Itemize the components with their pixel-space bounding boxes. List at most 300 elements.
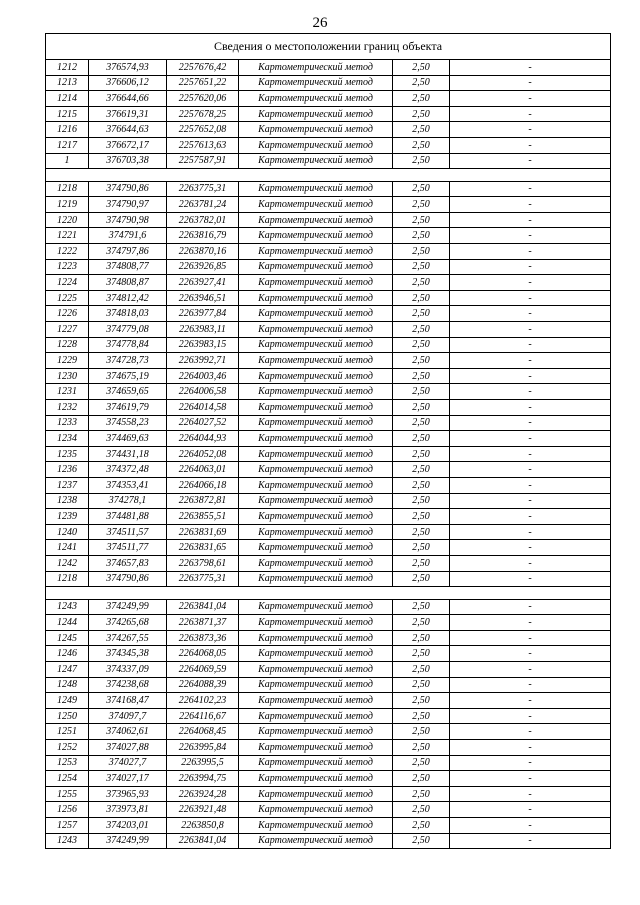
accuracy-cell: 2,50 xyxy=(393,661,450,677)
x-coordinate-cell: 374027,88 xyxy=(89,739,167,755)
description-cell: - xyxy=(450,755,611,771)
point-number-cell: 1256 xyxy=(46,802,89,818)
table-row xyxy=(46,91,611,107)
table-row xyxy=(46,290,611,306)
accuracy-cell: 2,50 xyxy=(393,524,450,540)
point-number-cell: 1238 xyxy=(46,493,89,509)
y-coordinate-cell: 2264066,18 xyxy=(167,477,239,493)
point-number-cell: 1218 xyxy=(46,571,89,587)
accuracy-cell: 2,50 xyxy=(393,571,450,587)
method-cell: Картометрический метод xyxy=(239,259,393,275)
method-cell: Картометрический метод xyxy=(239,524,393,540)
point-number-cell: 1220 xyxy=(46,212,89,228)
description-cell: - xyxy=(450,153,611,169)
table-row xyxy=(46,724,611,740)
y-coordinate-cell: 2257587,91 xyxy=(167,153,239,169)
point-number-cell: 1223 xyxy=(46,259,89,275)
table-row xyxy=(46,739,611,755)
description-cell: - xyxy=(450,290,611,306)
table-row xyxy=(46,646,611,662)
accuracy-cell: 2,50 xyxy=(393,337,450,353)
method-cell: Картометрический метод xyxy=(239,708,393,724)
x-coordinate-cell: 374372,48 xyxy=(89,462,167,478)
method-cell: Картометрический метод xyxy=(239,493,393,509)
method-cell: Картометрический метод xyxy=(239,122,393,138)
x-coordinate-cell: 376606,12 xyxy=(89,75,167,91)
method-cell: Картометрический метод xyxy=(239,771,393,787)
x-coordinate-cell: 373965,93 xyxy=(89,786,167,802)
accuracy-cell: 2,50 xyxy=(393,60,450,76)
point-number-cell: 1255 xyxy=(46,786,89,802)
x-coordinate-cell: 374469,63 xyxy=(89,431,167,447)
x-coordinate-cell: 374778,84 xyxy=(89,337,167,353)
x-coordinate-cell: 376703,38 xyxy=(89,153,167,169)
point-number-cell: 1214 xyxy=(46,91,89,107)
point-number-cell: 1232 xyxy=(46,399,89,415)
y-coordinate-cell: 2263816,79 xyxy=(167,228,239,244)
table-row xyxy=(46,137,611,153)
contour-separator-row xyxy=(46,169,611,182)
method-cell: Картометрический метод xyxy=(239,755,393,771)
description-cell: - xyxy=(450,724,611,740)
description-cell: - xyxy=(450,630,611,646)
x-coordinate-cell: 374808,87 xyxy=(89,275,167,291)
point-number-cell: 1234 xyxy=(46,431,89,447)
accuracy-cell: 2,50 xyxy=(393,833,450,849)
description-cell: - xyxy=(450,509,611,525)
point-number-cell: 1229 xyxy=(46,353,89,369)
method-cell: Картометрический метод xyxy=(239,415,393,431)
accuracy-cell: 2,50 xyxy=(393,786,450,802)
point-number-cell: 1245 xyxy=(46,630,89,646)
accuracy-cell: 2,50 xyxy=(393,555,450,571)
method-cell: Картометрический метод xyxy=(239,817,393,833)
table-row xyxy=(46,462,611,478)
x-coordinate-cell: 374791,6 xyxy=(89,228,167,244)
x-coordinate-cell: 374027,17 xyxy=(89,771,167,787)
point-number-cell: 1236 xyxy=(46,462,89,478)
method-cell: Картометрический метод xyxy=(239,384,393,400)
table-row xyxy=(46,540,611,556)
point-number-cell: 1 xyxy=(46,153,89,169)
y-coordinate-cell: 2263924,28 xyxy=(167,786,239,802)
method-cell: Картометрический метод xyxy=(239,353,393,369)
x-coordinate-cell: 374238,68 xyxy=(89,677,167,693)
accuracy-cell: 2,50 xyxy=(393,290,450,306)
table-row xyxy=(46,153,611,169)
method-cell: Картометрический метод xyxy=(239,724,393,740)
x-coordinate-cell: 374168,47 xyxy=(89,693,167,709)
description-cell: - xyxy=(450,181,611,197)
y-coordinate-cell: 2263992,71 xyxy=(167,353,239,369)
table-row xyxy=(46,802,611,818)
x-coordinate-cell: 374511,57 xyxy=(89,524,167,540)
description-cell: - xyxy=(450,446,611,462)
x-coordinate-cell: 374790,97 xyxy=(89,197,167,213)
point-number-cell: 1226 xyxy=(46,306,89,322)
point-number-cell: 1224 xyxy=(46,275,89,291)
y-coordinate-cell: 2263831,65 xyxy=(167,540,239,556)
table-row xyxy=(46,353,611,369)
method-cell: Картометрический метод xyxy=(239,106,393,122)
accuracy-cell: 2,50 xyxy=(393,477,450,493)
point-number-cell: 1222 xyxy=(46,244,89,260)
accuracy-cell: 2,50 xyxy=(393,646,450,662)
method-cell: Картометрический метод xyxy=(239,555,393,571)
description-cell: - xyxy=(450,197,611,213)
y-coordinate-cell: 2263775,31 xyxy=(167,571,239,587)
y-coordinate-cell: 2257651,22 xyxy=(167,75,239,91)
point-number-cell: 1221 xyxy=(46,228,89,244)
method-cell: Картометрический метод xyxy=(239,244,393,260)
page-number: 26 xyxy=(312,15,328,31)
y-coordinate-cell: 2263781,24 xyxy=(167,197,239,213)
x-coordinate-cell: 374481,88 xyxy=(89,509,167,525)
description-cell: - xyxy=(450,122,611,138)
method-cell: Картометрический метод xyxy=(239,599,393,615)
point-number-cell: 1216 xyxy=(46,122,89,138)
point-number-cell: 1231 xyxy=(46,384,89,400)
table-row xyxy=(46,368,611,384)
description-cell: - xyxy=(450,693,611,709)
method-cell: Картометрический метод xyxy=(239,306,393,322)
description-cell: - xyxy=(450,786,611,802)
accuracy-cell: 2,50 xyxy=(393,399,450,415)
description-cell: - xyxy=(450,337,611,353)
method-cell: Картометрический метод xyxy=(239,75,393,91)
method-cell: Картометрический метод xyxy=(239,477,393,493)
table-row xyxy=(46,786,611,802)
accuracy-cell: 2,50 xyxy=(393,462,450,478)
point-number-cell: 1253 xyxy=(46,755,89,771)
accuracy-cell: 2,50 xyxy=(393,493,450,509)
table-row xyxy=(46,244,611,260)
method-cell: Картометрический метод xyxy=(239,275,393,291)
y-coordinate-cell: 2263983,11 xyxy=(167,322,239,338)
table-row xyxy=(46,181,611,197)
table-row xyxy=(46,431,611,447)
x-coordinate-cell: 374675,19 xyxy=(89,368,167,384)
description-cell: - xyxy=(450,415,611,431)
description-cell: - xyxy=(450,477,611,493)
accuracy-cell: 2,50 xyxy=(393,630,450,646)
accuracy-cell: 2,50 xyxy=(393,153,450,169)
method-cell: Картометрический метод xyxy=(239,181,393,197)
method-cell: Картометрический метод xyxy=(239,322,393,338)
description-cell: - xyxy=(450,493,611,509)
table-row xyxy=(46,197,611,213)
table-body xyxy=(46,60,611,849)
y-coordinate-cell: 2263946,51 xyxy=(167,290,239,306)
table-row xyxy=(46,509,611,525)
description-cell: - xyxy=(450,802,611,818)
method-cell: Картометрический метод xyxy=(239,337,393,353)
description-cell: - xyxy=(450,306,611,322)
table-row xyxy=(46,817,611,833)
x-coordinate-cell: 374779,08 xyxy=(89,322,167,338)
y-coordinate-cell: 2263921,48 xyxy=(167,802,239,818)
description-cell: - xyxy=(450,540,611,556)
y-coordinate-cell: 2263872,81 xyxy=(167,493,239,509)
contour-separator-row xyxy=(46,587,611,600)
description-cell: - xyxy=(450,91,611,107)
y-coordinate-cell: 2264003,46 xyxy=(167,368,239,384)
table-row xyxy=(46,75,611,91)
y-coordinate-cell: 2264068,05 xyxy=(167,646,239,662)
method-cell: Картометрический метод xyxy=(239,153,393,169)
table-row xyxy=(46,555,611,571)
table-row xyxy=(46,477,611,493)
x-coordinate-cell: 374062,61 xyxy=(89,724,167,740)
point-number-cell: 1239 xyxy=(46,509,89,525)
x-coordinate-cell: 374337,09 xyxy=(89,661,167,677)
method-cell: Картометрический метод xyxy=(239,431,393,447)
point-number-cell: 1240 xyxy=(46,524,89,540)
x-coordinate-cell: 374790,98 xyxy=(89,212,167,228)
method-cell: Картометрический метод xyxy=(239,462,393,478)
accuracy-cell: 2,50 xyxy=(393,540,450,556)
accuracy-cell: 2,50 xyxy=(393,181,450,197)
accuracy-cell: 2,50 xyxy=(393,106,450,122)
table-row xyxy=(46,212,611,228)
method-cell: Картометрический метод xyxy=(239,60,393,76)
point-number-cell: 1249 xyxy=(46,693,89,709)
y-coordinate-cell: 2264063,01 xyxy=(167,462,239,478)
method-cell: Картометрический метод xyxy=(239,540,393,556)
description-cell: - xyxy=(450,599,611,615)
accuracy-cell: 2,50 xyxy=(393,802,450,818)
method-cell: Картометрический метод xyxy=(239,571,393,587)
description-cell: - xyxy=(450,661,611,677)
point-number-cell: 1243 xyxy=(46,833,89,849)
method-cell: Картометрический метод xyxy=(239,197,393,213)
point-number-cell: 1217 xyxy=(46,137,89,153)
accuracy-cell: 2,50 xyxy=(393,91,450,107)
description-cell: - xyxy=(450,431,611,447)
y-coordinate-cell: 2263994,75 xyxy=(167,771,239,787)
point-number-cell: 1228 xyxy=(46,337,89,353)
x-coordinate-cell: 374558,23 xyxy=(89,415,167,431)
point-number-cell: 1219 xyxy=(46,197,89,213)
table-row xyxy=(46,415,611,431)
method-cell: Картометрический метод xyxy=(239,137,393,153)
point-number-cell: 1225 xyxy=(46,290,89,306)
method-cell: Картометрический метод xyxy=(239,399,393,415)
table-row xyxy=(46,60,611,76)
x-coordinate-cell: 374812,42 xyxy=(89,290,167,306)
description-cell: - xyxy=(450,817,611,833)
table-row xyxy=(46,524,611,540)
y-coordinate-cell: 2263782,01 xyxy=(167,212,239,228)
point-number-cell: 1250 xyxy=(46,708,89,724)
x-coordinate-cell: 374657,83 xyxy=(89,555,167,571)
table-row xyxy=(46,755,611,771)
accuracy-cell: 2,50 xyxy=(393,724,450,740)
accuracy-cell: 2,50 xyxy=(393,244,450,260)
x-coordinate-cell: 374431,18 xyxy=(89,446,167,462)
table-row xyxy=(46,384,611,400)
accuracy-cell: 2,50 xyxy=(393,122,450,138)
point-number-cell: 1235 xyxy=(46,446,89,462)
table-row xyxy=(46,122,611,138)
method-cell: Картометрический метод xyxy=(239,802,393,818)
point-number-cell: 1246 xyxy=(46,646,89,662)
description-cell: - xyxy=(450,739,611,755)
y-coordinate-cell: 2263841,04 xyxy=(167,599,239,615)
description-cell: - xyxy=(450,833,611,849)
method-cell: Картометрический метод xyxy=(239,646,393,662)
description-cell: - xyxy=(450,60,611,76)
x-coordinate-cell: 374790,86 xyxy=(89,571,167,587)
y-coordinate-cell: 2264088,39 xyxy=(167,677,239,693)
point-number-cell: 1241 xyxy=(46,540,89,556)
method-cell: Картометрический метод xyxy=(239,786,393,802)
x-coordinate-cell: 374619,79 xyxy=(89,399,167,415)
x-coordinate-cell: 374659,65 xyxy=(89,384,167,400)
description-cell: - xyxy=(450,275,611,291)
y-coordinate-cell: 2264006,58 xyxy=(167,384,239,400)
accuracy-cell: 2,50 xyxy=(393,259,450,275)
x-coordinate-cell: 374728,73 xyxy=(89,353,167,369)
accuracy-cell: 2,50 xyxy=(393,509,450,525)
x-coordinate-cell: 376672,17 xyxy=(89,137,167,153)
table-row xyxy=(46,106,611,122)
description-cell: - xyxy=(450,137,611,153)
table-row xyxy=(46,337,611,353)
method-cell: Картометрический метод xyxy=(239,368,393,384)
table-row xyxy=(46,615,611,631)
accuracy-cell: 2,50 xyxy=(393,599,450,615)
point-number-cell: 1237 xyxy=(46,477,89,493)
point-number-cell: 1233 xyxy=(46,415,89,431)
x-coordinate-cell: 374808,77 xyxy=(89,259,167,275)
accuracy-cell: 2,50 xyxy=(393,755,450,771)
x-coordinate-cell: 374265,68 xyxy=(89,615,167,631)
x-coordinate-cell: 374797,86 xyxy=(89,244,167,260)
method-cell: Картометрический метод xyxy=(239,661,393,677)
x-coordinate-cell: 376644,63 xyxy=(89,122,167,138)
accuracy-cell: 2,50 xyxy=(393,446,450,462)
y-coordinate-cell: 2257613,63 xyxy=(167,137,239,153)
description-cell: - xyxy=(450,259,611,275)
accuracy-cell: 2,50 xyxy=(393,353,450,369)
table-row xyxy=(46,228,611,244)
accuracy-cell: 2,50 xyxy=(393,384,450,400)
x-coordinate-cell: 374027,7 xyxy=(89,755,167,771)
point-number-cell: 1248 xyxy=(46,677,89,693)
accuracy-cell: 2,50 xyxy=(393,739,450,755)
table-row xyxy=(46,493,611,509)
point-number-cell: 1227 xyxy=(46,322,89,338)
y-coordinate-cell: 2263871,37 xyxy=(167,615,239,631)
point-number-cell: 1244 xyxy=(46,615,89,631)
y-coordinate-cell: 2264052,08 xyxy=(167,446,239,462)
x-coordinate-cell: 374249,99 xyxy=(89,599,167,615)
y-coordinate-cell: 2263927,41 xyxy=(167,275,239,291)
table-row xyxy=(46,661,611,677)
table-row xyxy=(46,259,611,275)
y-coordinate-cell: 2263855,51 xyxy=(167,509,239,525)
y-coordinate-cell: 2257652,08 xyxy=(167,122,239,138)
y-coordinate-cell: 2257620,06 xyxy=(167,91,239,107)
accuracy-cell: 2,50 xyxy=(393,322,450,338)
point-number-cell: 1243 xyxy=(46,599,89,615)
description-cell: - xyxy=(450,677,611,693)
point-number-cell: 1213 xyxy=(46,75,89,91)
description-cell: - xyxy=(450,75,611,91)
accuracy-cell: 2,50 xyxy=(393,771,450,787)
x-coordinate-cell: 374511,77 xyxy=(89,540,167,556)
description-cell: - xyxy=(450,615,611,631)
separator-cell xyxy=(46,587,611,600)
table-title-row xyxy=(46,34,611,60)
point-number-cell: 1230 xyxy=(46,368,89,384)
method-cell: Картометрический метод xyxy=(239,228,393,244)
y-coordinate-cell: 2263775,31 xyxy=(167,181,239,197)
accuracy-cell: 2,50 xyxy=(393,415,450,431)
x-coordinate-cell: 374353,41 xyxy=(89,477,167,493)
y-coordinate-cell: 2263831,69 xyxy=(167,524,239,540)
y-coordinate-cell: 2264044,93 xyxy=(167,431,239,447)
y-coordinate-cell: 2264102,23 xyxy=(167,693,239,709)
description-cell: - xyxy=(450,244,611,260)
y-coordinate-cell: 2257676,42 xyxy=(167,60,239,76)
point-number-cell: 1212 xyxy=(46,60,89,76)
description-cell: - xyxy=(450,571,611,587)
y-coordinate-cell: 2263995,84 xyxy=(167,739,239,755)
accuracy-cell: 2,50 xyxy=(393,228,450,244)
method-cell: Картометрический метод xyxy=(239,212,393,228)
y-coordinate-cell: 2264069,59 xyxy=(167,661,239,677)
description-cell: - xyxy=(450,368,611,384)
y-coordinate-cell: 2263926,85 xyxy=(167,259,239,275)
description-cell: - xyxy=(450,322,611,338)
x-coordinate-cell: 376574,93 xyxy=(89,60,167,76)
method-cell: Картометрический метод xyxy=(239,615,393,631)
accuracy-cell: 2,50 xyxy=(393,708,450,724)
x-coordinate-cell: 374278,1 xyxy=(89,493,167,509)
description-cell: - xyxy=(450,399,611,415)
point-number-cell: 1252 xyxy=(46,739,89,755)
accuracy-cell: 2,50 xyxy=(393,368,450,384)
y-coordinate-cell: 2263983,15 xyxy=(167,337,239,353)
accuracy-cell: 2,50 xyxy=(393,212,450,228)
table-row xyxy=(46,399,611,415)
y-coordinate-cell: 2263850,8 xyxy=(167,817,239,833)
x-coordinate-cell: 374097,7 xyxy=(89,708,167,724)
method-cell: Картометрический метод xyxy=(239,91,393,107)
accuracy-cell: 2,50 xyxy=(393,275,450,291)
description-cell: - xyxy=(450,212,611,228)
y-coordinate-cell: 2264068,45 xyxy=(167,724,239,740)
x-coordinate-cell: 374790,86 xyxy=(89,181,167,197)
table-row xyxy=(46,771,611,787)
description-cell: - xyxy=(450,524,611,540)
method-cell: Картометрический метод xyxy=(239,833,393,849)
x-coordinate-cell: 376644,66 xyxy=(89,91,167,107)
accuracy-cell: 2,50 xyxy=(393,615,450,631)
y-coordinate-cell: 2257678,25 xyxy=(167,106,239,122)
accuracy-cell: 2,50 xyxy=(393,137,450,153)
method-cell: Картометрический метод xyxy=(239,509,393,525)
accuracy-cell: 2,50 xyxy=(393,431,450,447)
table-row xyxy=(46,630,611,646)
point-number-cell: 1247 xyxy=(46,661,89,677)
point-number-cell: 1215 xyxy=(46,106,89,122)
y-coordinate-cell: 2264027,52 xyxy=(167,415,239,431)
point-number-cell: 1251 xyxy=(46,724,89,740)
table-row xyxy=(46,708,611,724)
